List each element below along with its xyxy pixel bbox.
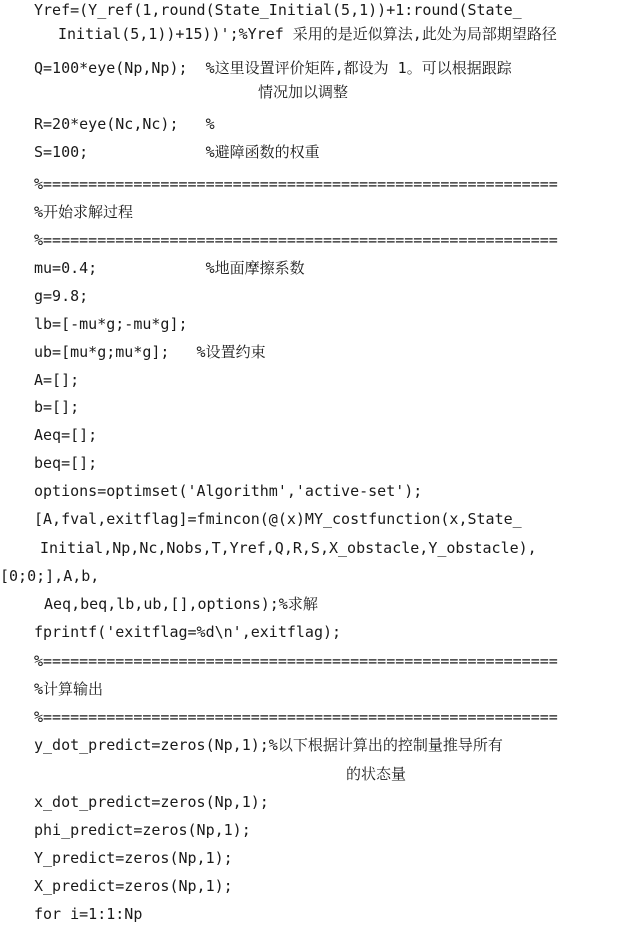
separator-line: %=========================================================	[34, 652, 558, 670]
code-line: X_predict=zeros(Np,1);	[34, 877, 233, 895]
code-line: %计算输出	[34, 680, 104, 698]
code-line: b=[];	[34, 398, 80, 416]
code-line: Q=100*eye(Np,Np); %这里设置评价矩阵,都设为 1。可以根据跟踪	[34, 59, 512, 77]
code-line: S=100; %避障函数的权重	[34, 143, 320, 161]
code-line: fprintf('exitflag=%d\n',exitflag);	[34, 623, 342, 641]
code-line: options=optimset('Algorithm','active-set');	[34, 482, 423, 500]
code-line: x_dot_predict=zeros(Np,1);	[34, 793, 269, 811]
code-line: 情况加以调整	[258, 83, 349, 101]
code-line: Initial(5,1))+15))';%Yref 采用的是近似算法,此处为局部期望路径	[58, 25, 557, 43]
code-line: [0;0;],A,b,	[0, 567, 100, 585]
code-line: Y_predict=zeros(Np,1);	[34, 849, 233, 867]
code-line: A=[];	[34, 371, 80, 389]
code-line: mu=0.4; %地面摩擦系数	[34, 259, 305, 277]
code-line: ub=[mu*g;mu*g]; %设置约束	[34, 343, 266, 361]
separator-line: %=========================================================	[34, 175, 558, 193]
code-line: y_dot_predict=zeros(Np,1);%以下根据计算出的控制量推导所有	[34, 736, 503, 754]
code-line: lb=[-mu*g;-mu*g];	[34, 315, 188, 333]
code-line: phi_predict=zeros(Np,1);	[34, 821, 251, 839]
code-line: for i=1:1:Np	[34, 905, 143, 923]
separator-line: %=========================================================	[34, 231, 558, 249]
code-line: g=9.8;	[34, 287, 89, 305]
code-line: 的状态量	[346, 765, 407, 783]
code-line: Aeq,beq,lb,ub,[],options);%求解	[44, 595, 318, 613]
code-line: %开始求解过程	[34, 203, 134, 221]
code-line: Yref=(Y_ref(1,round(State_Initial(5,1))+1:round(State_	[34, 1, 522, 19]
code-line: Initial,Np,Nc,Nobs,T,Yref,Q,R,S,X_obstacle,Y_obstacle),	[40, 539, 537, 557]
code-line: beq=[];	[34, 454, 98, 472]
separator-line: %=========================================================	[34, 708, 558, 726]
code-line: Aeq=[];	[34, 426, 98, 444]
code-line: R=20*eye(Nc,Nc); %	[34, 115, 215, 133]
code-line: [A,fval,exitflag]=fmincon(@(x)MY_costfunction(x,State_	[34, 510, 522, 528]
